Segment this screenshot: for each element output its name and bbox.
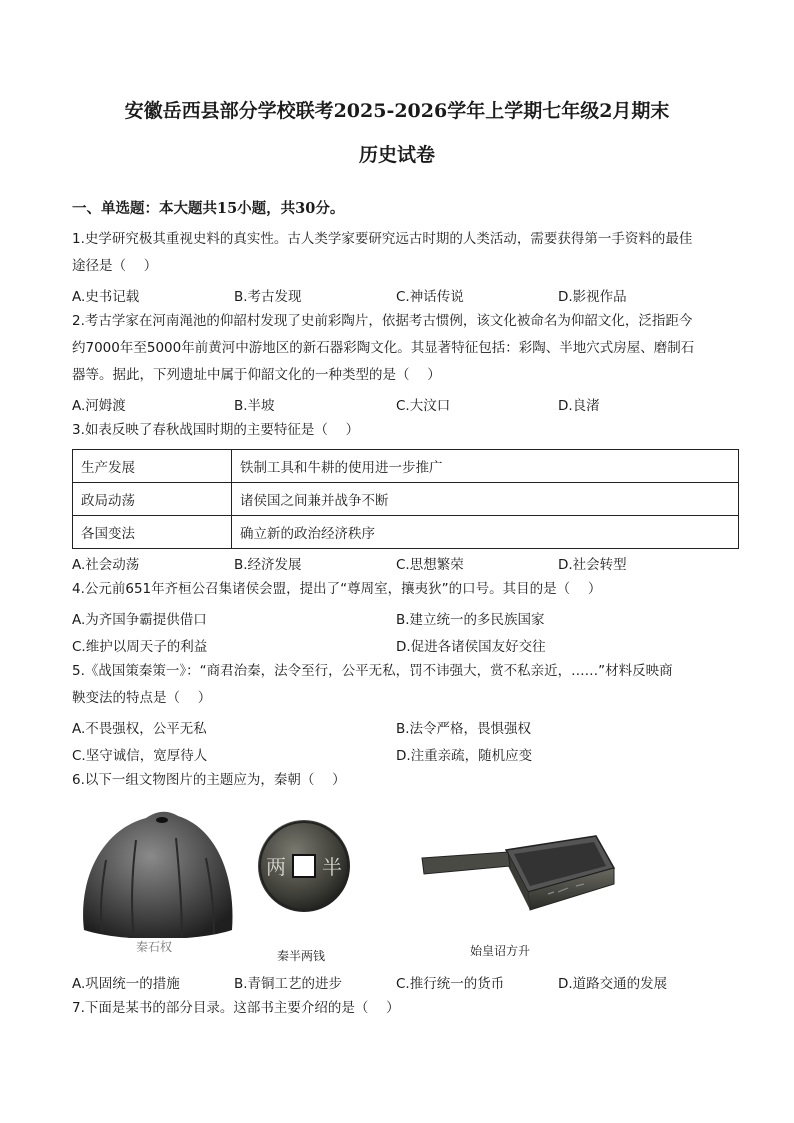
q2-stem-line2: 约7000年至5000年前黄河中游地区的新石器彩陶文化。其显著特征包括：彩陶、半地穴式房屋、磨制石 <box>72 340 695 356</box>
q1-option-d[interactable]: D.影视作品 <box>558 289 627 305</box>
table-cell-key: 生产发展 <box>73 450 232 483</box>
q2-stem-line1: 2.考古学家在河南渑池的仰韶村发现了史前彩陶片，依据考古惯例，该文化被命名为仰韶文化，泛指距今 <box>72 313 693 329</box>
table-cell-value: 铁制工具和牛耕的使用进一步推广 <box>232 450 739 483</box>
q5-stem-line2: 鞅变法的特点是（ ） <box>72 690 212 706</box>
q3-table <box>72 449 739 549</box>
q5-option-a[interactable]: A.不畏强权，公平无私 <box>72 721 207 737</box>
q6-option-d[interactable]: D.道路交通的发展 <box>558 976 668 992</box>
table-row <box>73 516 739 549</box>
q2-option-b[interactable]: B.半坡 <box>234 398 275 414</box>
q2-stem-line3: 器等。据此，下列遗址中属于仰韶文化的一种类型的是（ ） <box>72 367 441 383</box>
q5-option-c[interactable]: C.坚守诚信，宽厚待人 <box>72 748 208 764</box>
q6-option-c[interactable]: C.推行统一的货币 <box>396 976 505 992</box>
exam-title-line2: 历史试卷 <box>358 144 435 166</box>
q1-option-c[interactable]: C.神话传说 <box>396 289 464 305</box>
q3-stem: 3.如表反映了春秋战国时期的主要特征是（ ） <box>72 422 360 438</box>
table-row <box>73 483 739 516</box>
q4-stem: 4.公元前651年齐桓公召集诸侯会盟，提出了“尊周室，攘夷狄”的口号。其目的是（ ） <box>72 581 602 597</box>
q7-stem: 7.下面是某书的部分目录。这部书主要介绍的是（ ） <box>72 1000 400 1016</box>
q1-option-a[interactable]: A.史书记载 <box>72 289 140 305</box>
exam-title-line1: 安徽岳西县部分学校联考2025-2026学年上学期七年级2月期末 <box>124 100 670 122</box>
q5-option-d[interactable]: D.注重亲疏，随机应变 <box>396 748 533 764</box>
q3-option-a[interactable]: A.社会动荡 <box>72 557 140 573</box>
stone-weight-image <box>76 800 236 950</box>
table-cell-value: 确立新的政治经济秩序 <box>232 516 739 549</box>
q2-option-a[interactable]: A.河姆渡 <box>72 398 126 414</box>
caption-measuring-vessel: 始皇诏方升 <box>470 944 531 958</box>
coin-char-left: 两 <box>266 855 286 879</box>
q6-option-b[interactable]: B.青铜工艺的进步 <box>234 976 343 992</box>
q6-stem: 6.以下一组文物图片的主题应为，秦朝（ ） <box>72 772 346 788</box>
q6-option-a[interactable]: A.巩固统一的措施 <box>72 976 180 992</box>
q5-option-b[interactable]: B.法令严格，畏惧强权 <box>396 721 532 737</box>
q1-stem-line1: 1.史学研究极其重视史料的真实性。古人类学家要研究远古时期的人类活动，需要获得第一手资料的最佳 <box>72 231 693 247</box>
q3-option-b[interactable]: B.经济发展 <box>234 557 302 573</box>
table-cell-value: 诸侯国之间兼并战争不断 <box>232 483 739 516</box>
section-heading: 一、单选题：本大题共15小题，共30分。 <box>72 200 345 217</box>
coin-char-right: 半 <box>322 855 342 879</box>
caption-coin: 秦半两钱 <box>277 949 326 963</box>
measuring-vessel-image <box>418 822 618 912</box>
q4-option-c[interactable]: C.维护以周天子的利益 <box>72 639 208 655</box>
caption-stone-weight: 秦石权 <box>136 940 173 954</box>
q4-option-b[interactable]: B.建立统一的多民族国家 <box>396 612 545 628</box>
q3-option-c[interactable]: C.思想繁荣 <box>396 557 464 573</box>
q5-stem-line1: 5.《战国策秦策一》：“商君治秦，法令至行，公平无私，罚不讳强大，赏不私亲近，……”材料反映商 <box>72 663 673 679</box>
q1-stem-line2: 途径是（ ） <box>72 258 158 274</box>
table-cell-key: 各国变法 <box>73 516 232 549</box>
q2-option-d[interactable]: D.良渚 <box>558 398 600 414</box>
banliang-coin-image <box>256 810 352 930</box>
q4-option-d[interactable]: D.促进各诸侯国友好交往 <box>396 639 546 655</box>
q3-option-d[interactable]: D.社会转型 <box>558 557 627 573</box>
q2-option-c[interactable]: C.大汶口 <box>396 398 451 414</box>
q4-option-a[interactable]: A.为齐国争霸提供借口 <box>72 612 207 628</box>
q1-option-b[interactable]: B.考古发现 <box>234 289 302 305</box>
table-row <box>73 450 739 483</box>
table-cell-key: 政局动荡 <box>73 483 232 516</box>
